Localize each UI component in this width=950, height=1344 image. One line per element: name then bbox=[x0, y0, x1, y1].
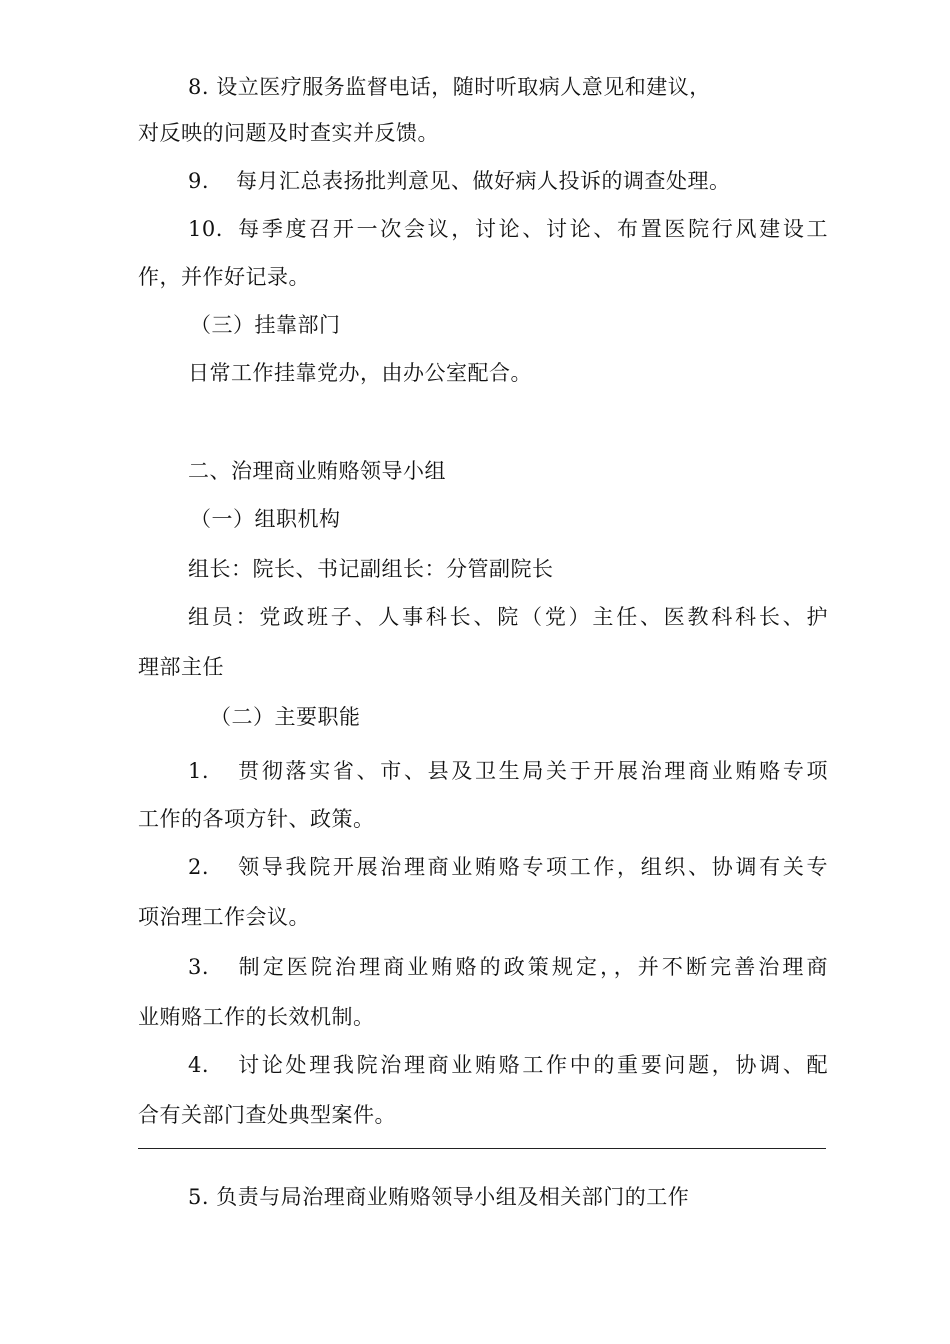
paragraph-line: 理部主任 bbox=[138, 655, 224, 679]
list-item-3 bbox=[188, 952, 828, 982]
list-item-2 bbox=[188, 852, 828, 882]
list-item-10 bbox=[188, 214, 828, 244]
list-number: 1. bbox=[188, 759, 210, 783]
list-text: 贯彻落实省、市、县及卫生局关于开展治理商业贿赂专项 bbox=[236, 759, 828, 783]
list-text: 每季度召开一次会议，讨论、讨论、布置医院行风建设工 bbox=[236, 217, 828, 241]
list-number: 2. bbox=[188, 855, 210, 879]
list-item-1 bbox=[188, 756, 828, 786]
paragraph-line: 日常工作挂靠党办，由办公室配合。 bbox=[188, 361, 532, 385]
list-item-9 bbox=[188, 166, 828, 196]
paragraph-line: 作，并作好记录。 bbox=[138, 265, 310, 289]
horizontal-divider bbox=[138, 1148, 826, 1149]
paragraph-line: 项治理工作会议。 bbox=[138, 905, 310, 929]
subsection-heading: （一）组职机构 bbox=[190, 507, 341, 531]
paragraph-line: 合有关部门查处典型案件。 bbox=[138, 1103, 396, 1127]
paragraph-line: 对反映的问题及时查实并反馈。 bbox=[138, 121, 439, 145]
paragraph-line: 组员：党政班子、人事科长、院（党）主任、医教科科长、护 bbox=[188, 605, 828, 629]
paragraph-line: 组长：院长、书记副组长：分管副院长 bbox=[188, 557, 554, 581]
section-heading: （三）挂靠部门 bbox=[190, 313, 341, 337]
paragraph-line: 5. 负责与局治理商业贿赂领导小组及相关部门的工作 bbox=[188, 1185, 690, 1209]
list-number: 10. bbox=[188, 217, 223, 241]
list-text: 每月汇总表扬批判意见、做好病人投诉的调查处理。 bbox=[236, 169, 731, 193]
subsection-heading: （二）主要职能 bbox=[210, 705, 361, 729]
list-text: 领导我院开展治理商业贿赂专项工作，组织、协调有关专 bbox=[236, 855, 828, 879]
paragraph-line: 工作的各项方针、政策。 bbox=[138, 807, 375, 831]
list-number: 3. bbox=[188, 955, 210, 979]
section-heading: 二、治理商业贿赂领导小组 bbox=[188, 459, 446, 483]
list-text: 讨论处理我院治理商业贿赂工作中的重要问题，协调、配 bbox=[236, 1053, 828, 1077]
list-text: 制定医院治理商业贿赂的政策规定，，并不断完善治理商 bbox=[236, 955, 828, 979]
list-item-4 bbox=[188, 1050, 828, 1080]
list-number: 4. bbox=[188, 1053, 210, 1077]
paragraph-line: 8. 设立医疗服务监督电话，随时听取病人意见和建议， bbox=[188, 75, 711, 99]
paragraph-line: 业贿赂工作的长效机制。 bbox=[138, 1005, 375, 1029]
list-number: 9. bbox=[188, 169, 210, 193]
